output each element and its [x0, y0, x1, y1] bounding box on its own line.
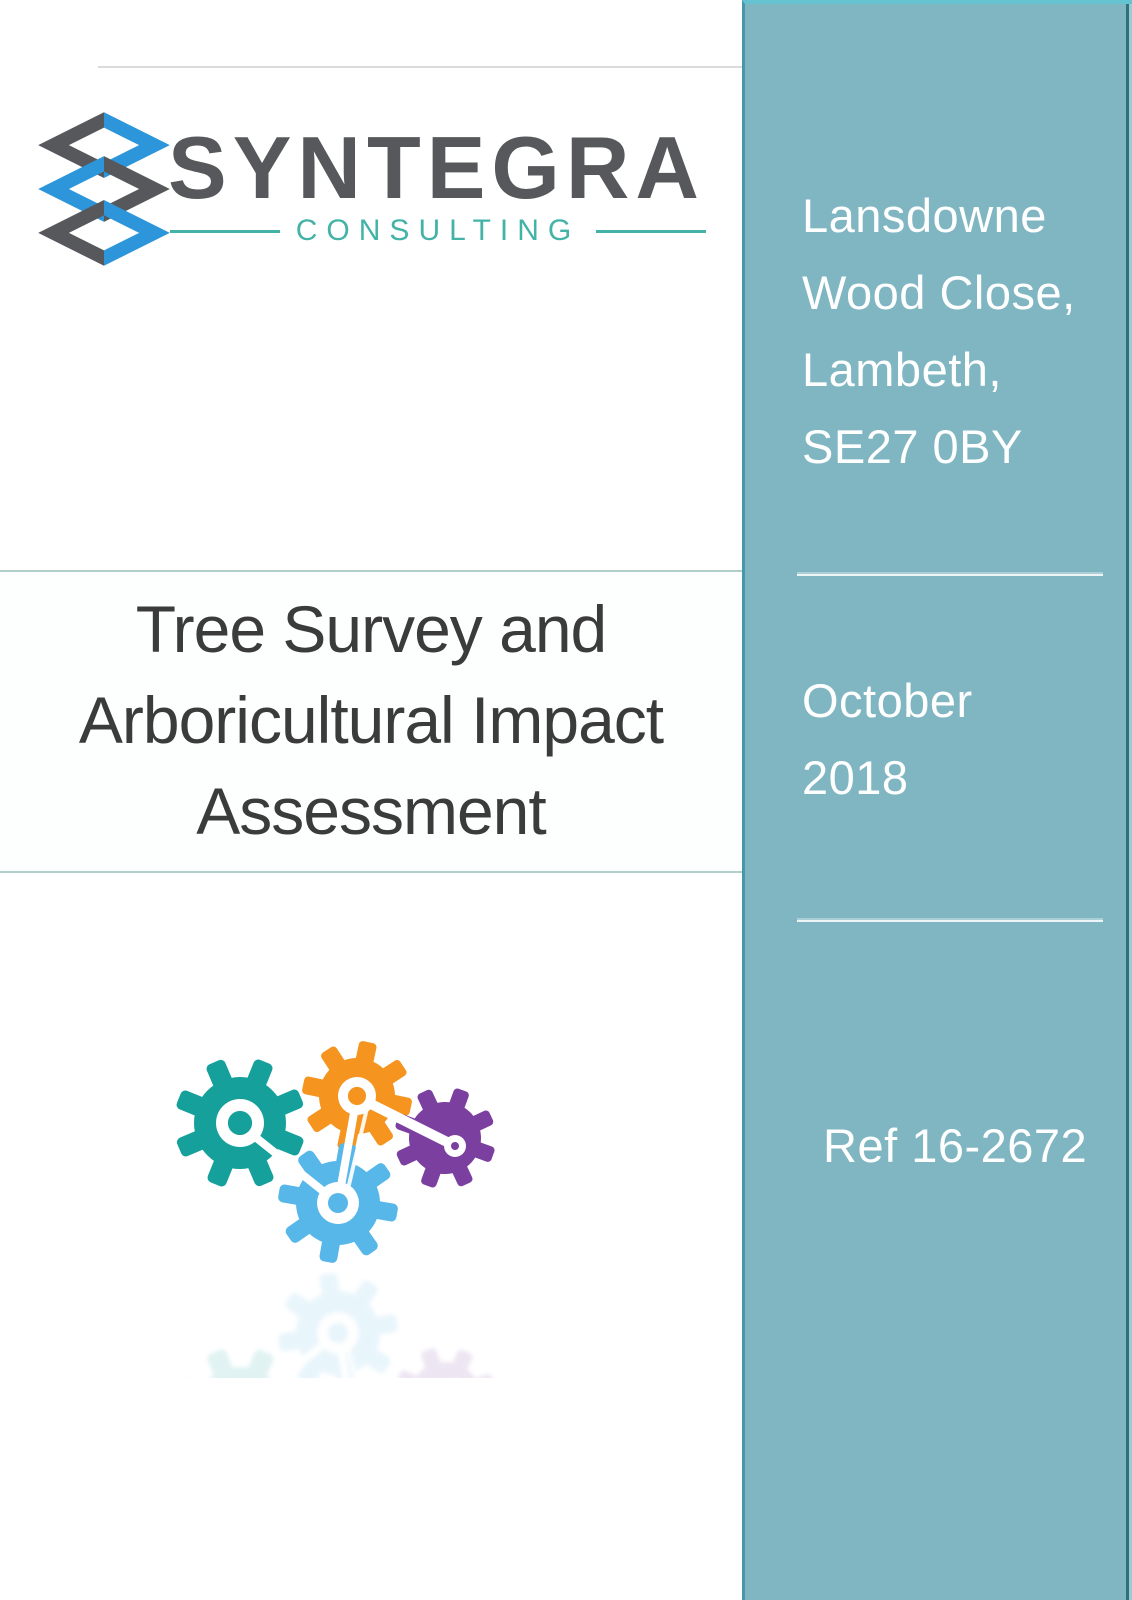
date-line: October — [802, 674, 973, 727]
sidebar-panel — [742, 0, 1132, 1600]
sidebar-divider-top — [797, 574, 1103, 576]
logo-ring-bottom — [38, 200, 170, 266]
sidebar-divider-bottom — [797, 920, 1103, 922]
address-line: Lansdowne — [802, 189, 1047, 242]
report-title-line-2: Arboricultural Impact — [78, 683, 664, 757]
report-date — [802, 662, 973, 816]
brand-text — [168, 118, 708, 248]
brand-name: SYNTEGRA — [168, 118, 705, 217]
address-line: Wood Close, — [802, 266, 1076, 319]
address-line: SE27 0BY — [802, 420, 1023, 473]
site-address — [802, 177, 1076, 485]
syntegra-logo — [36, 112, 708, 266]
tagline-left-rule — [170, 230, 280, 233]
tagline-right-rule — [596, 230, 706, 233]
address-line: Lambeth, — [802, 343, 1002, 396]
syntegra-logo-icon — [36, 112, 172, 266]
report-title-line-1: Tree Survey and — [135, 592, 607, 666]
sidebar-right-edge-line — [1126, 4, 1129, 1600]
report-title-line-3: Assessment — [196, 774, 546, 848]
gears-group — [128, 1001, 537, 1301]
header-divider-rule — [98, 66, 742, 68]
brand-tagline: CONSULTING — [295, 214, 581, 248]
report-title-block — [0, 570, 742, 873]
report-reference: Ref 16-2672 — [823, 1119, 1088, 1172]
gears-illustration — [128, 978, 548, 1378]
date-line: 2018 — [802, 751, 909, 804]
brand-tagline-row — [168, 214, 708, 248]
